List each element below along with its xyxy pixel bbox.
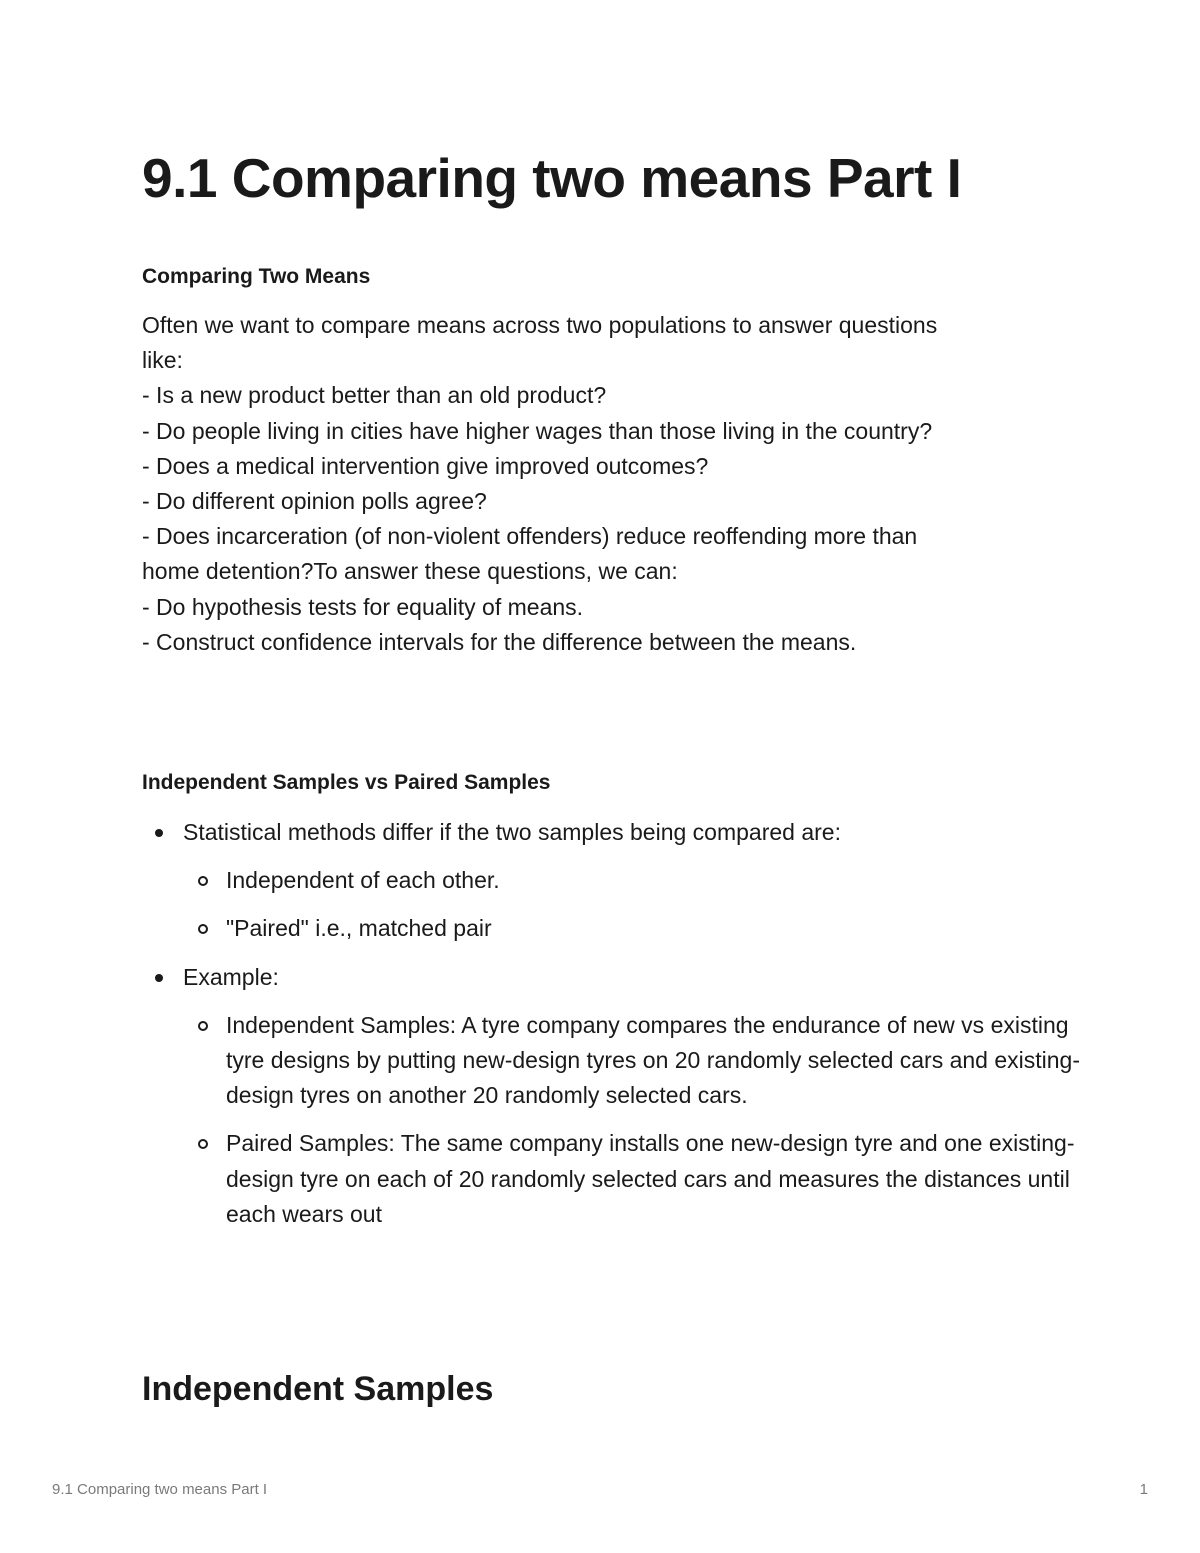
intro-line: - Do hypothesis tests for equality of means. (142, 593, 584, 620)
list-item-text: Example: (183, 963, 279, 990)
intro-line: - Do people living in cities have higher wages than those living in the country? (142, 417, 933, 444)
sub-list-item (183, 911, 1082, 946)
sub-list-item-text: "Paired" i.e., matched pair (226, 915, 492, 942)
bullet-circle-icon (198, 924, 208, 934)
bullet-circle-icon (198, 1021, 208, 1031)
sub-list-item (183, 863, 1082, 898)
list-item-text: Statistical methods differ if the two samples being compared are: (183, 819, 841, 845)
bullet-dot-icon (155, 974, 163, 982)
sub-list (183, 863, 1082, 946)
sub-list-item (183, 1126, 1082, 1232)
sub-list-item-text: Paired Samples: The same company installs one new-design tyre and one existing-design tyre on each of 20 randomly selected cars and measures the distances until each wears out (226, 1130, 1075, 1227)
section-heading-independent-samples: Independent Samples (142, 1370, 494, 1408)
intro-line: - Construct confidence intervals for the difference between the means. (142, 628, 857, 655)
intro-line: - Does a medical intervention give improved outcomes? (142, 452, 709, 479)
intro-paragraph (142, 308, 1042, 660)
intro-line: home detention?To answer these questions, we can: (142, 558, 678, 585)
sub-list-item-text: Independent Samples: A tyre company compares the endurance of new vs existing tyre designs by putting new-design tyres on 20 randomly selected cars and existing-design tyres on another 20 randomly selected cars. (226, 1011, 1081, 1109)
intro-line: - Does incarceration (of non-violent offenders) reduce reoffending more than (142, 523, 918, 550)
sub-list-item-text: Independent of each other. (226, 867, 500, 894)
list-item (142, 960, 1082, 1232)
intro-line: - Do different opinion polls agree? (142, 488, 487, 515)
page-title: 9.1 Comparing two means Part I (142, 147, 962, 209)
bullet-circle-icon (198, 1139, 208, 1149)
section-heading-comparing-two-means: Comparing Two Means (142, 265, 371, 288)
intro-line: like: (142, 347, 183, 374)
bullet-list (142, 815, 1082, 1245)
bullet-dot-icon (155, 829, 163, 837)
footer-document-title: 9.1 Comparing two means Part I (52, 1481, 268, 1498)
intro-line: - Is a new product better than an old product? (142, 382, 607, 409)
intro-line: Often we want to compare means across two populations to answer questions (142, 312, 938, 338)
sub-list (183, 1008, 1082, 1232)
sub-list-item (183, 1008, 1082, 1114)
footer-page-number: 1 (1139, 1481, 1148, 1498)
bullet-circle-icon (198, 876, 208, 886)
section-heading-independent-vs-paired: Independent Samples vs Paired Samples (142, 771, 551, 794)
list-item (142, 815, 1082, 947)
